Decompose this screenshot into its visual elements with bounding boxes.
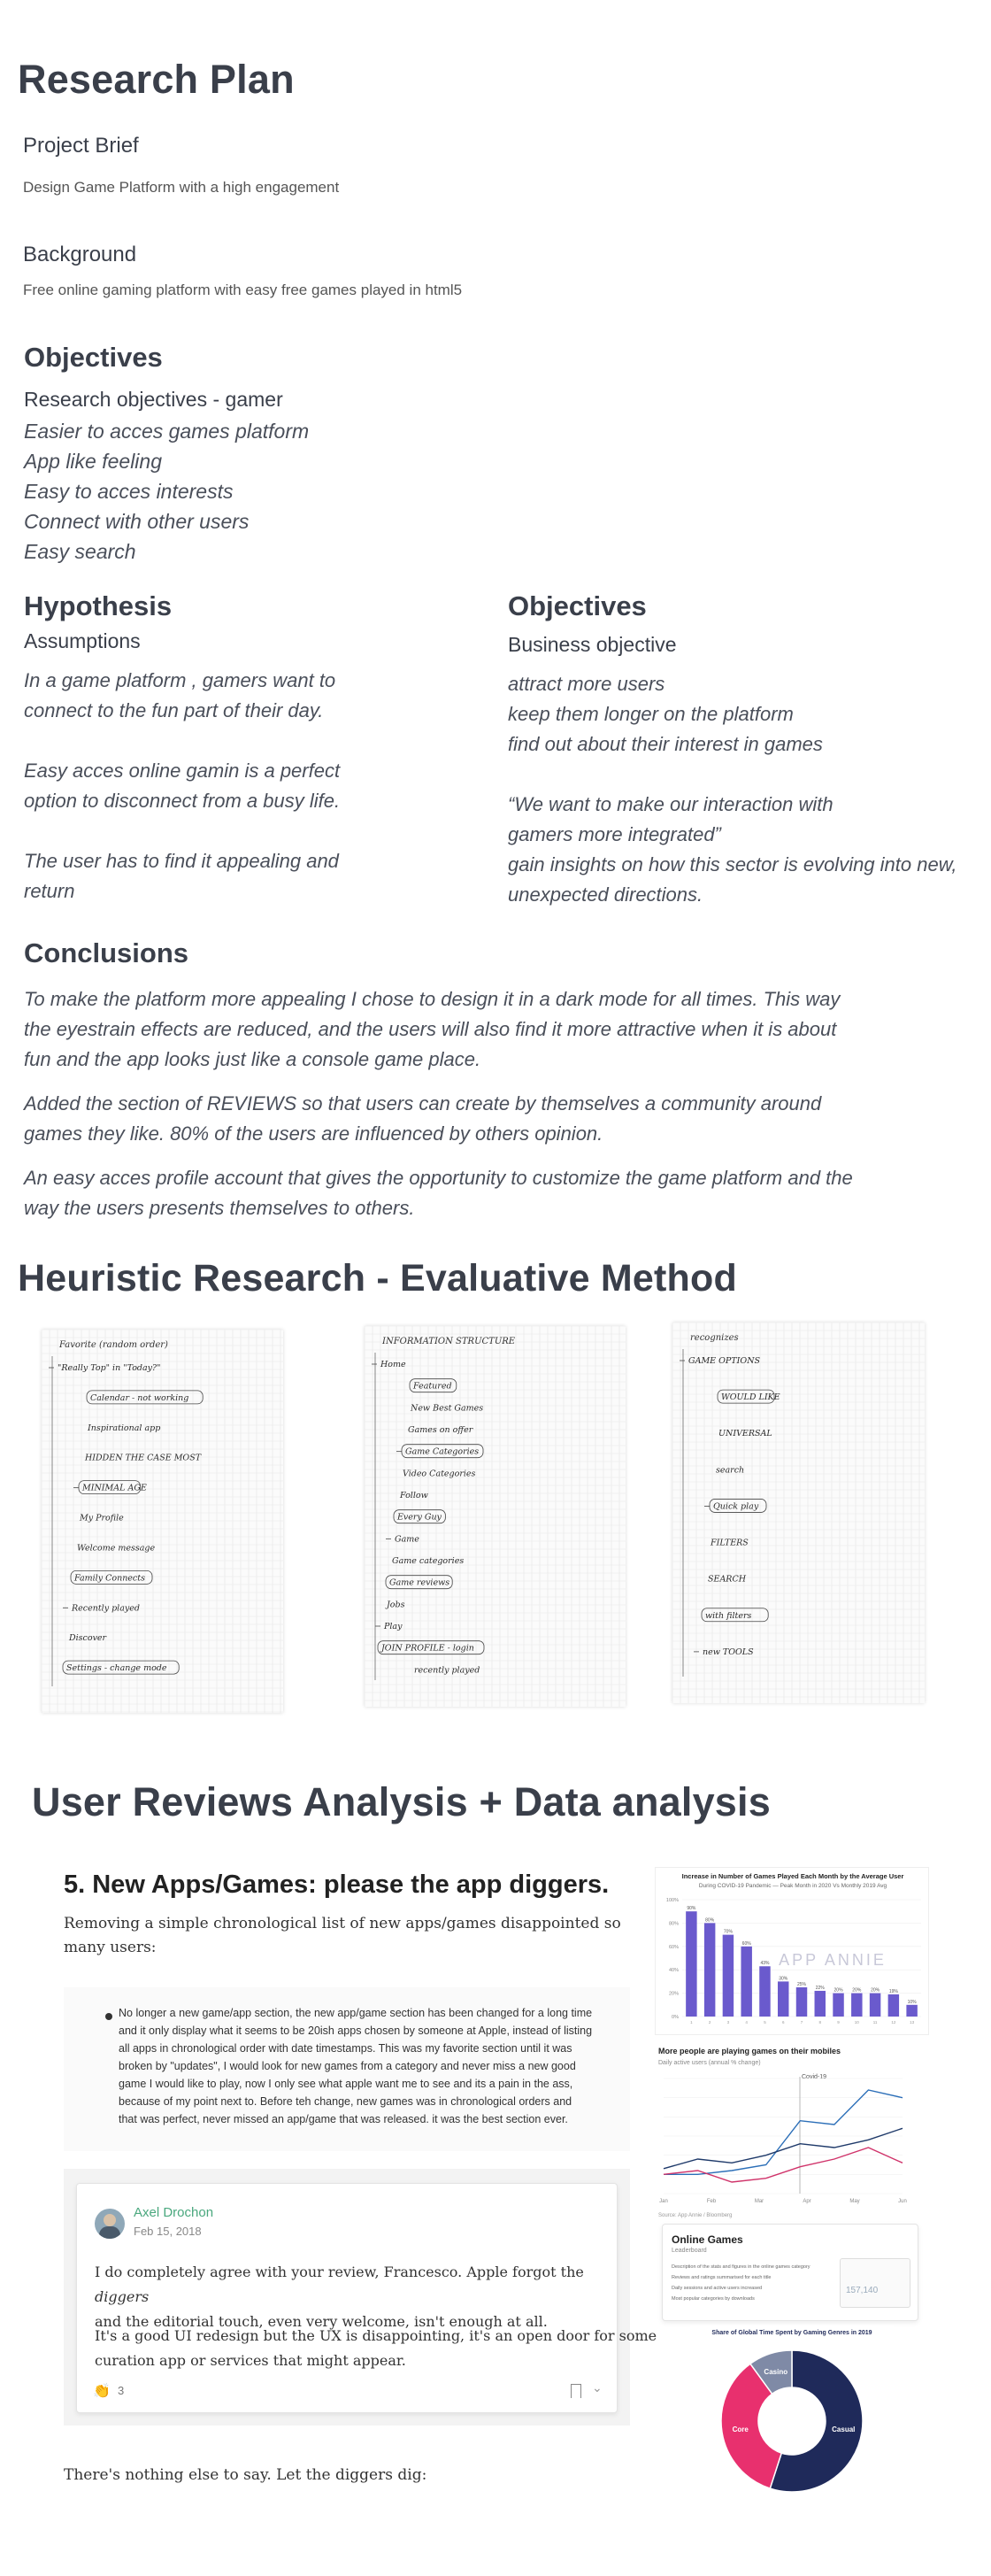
- spacer: [24, 726, 340, 756]
- y-tick-label: 40%: [668, 1968, 679, 1974]
- background-heading: Background: [23, 243, 137, 266]
- sketch-label: recognizes: [690, 1333, 739, 1343]
- y-tick-label: 20%: [668, 1991, 679, 1997]
- objective-item: App like feeling: [24, 450, 162, 473]
- quote-line: all apps in chronological order with date timestamps. This was my favorite section until it was: [119, 2042, 572, 2055]
- comment-paragraph-2: [95, 2324, 657, 2373]
- bar-value-label: 20%: [871, 1987, 880, 1994]
- online-games-row: Description of the stats and figures in the online games category: [672, 2264, 810, 2270]
- sketch-note: HIDDEN THE CASE MOST: [85, 1453, 202, 1463]
- quote-line: because of my point next to. Before teh change, new games was in chronological orders and: [119, 2095, 572, 2108]
- article-heading: 5. New Apps/Games: please the app diggers.: [64, 1870, 610, 1899]
- sketch-note: MINIMAL AGE: [82, 1483, 147, 1493]
- pie-slice-label: Casual: [832, 2426, 856, 2434]
- heuristic-title: Heuristic Research - Evaluative Method: [18, 1257, 737, 1300]
- sketch-note: Follow: [400, 1491, 428, 1500]
- sketch-note: Calendar - not working: [90, 1392, 189, 1403]
- sketch-note: "Really Top" in "Today?": [58, 1363, 161, 1373]
- comment-line: It's a good UI redesign but the UX is disappointing, it's an open door for some: [95, 2327, 657, 2344]
- business-objectives-heading: Objectives: [508, 590, 647, 621]
- sketch-label: INFORMATION STRUCTURE: [382, 1337, 516, 1346]
- bar: [888, 1994, 899, 2017]
- sketch-note: New Best Games: [411, 1403, 484, 1414]
- y-tick-label: 100%: [665, 1898, 679, 1903]
- x-tick-label: 11: [872, 2020, 878, 2025]
- bar: [723, 1935, 734, 2017]
- sketch-note: Game categories: [392, 1556, 465, 1566]
- bar: [778, 1981, 788, 2017]
- sketch-note: Recently played: [72, 1603, 140, 1614]
- x-tick-label: Apr: [803, 2199, 811, 2204]
- business-line: keep them longer on the platform: [508, 703, 794, 725]
- online-games-rows: [672, 2262, 831, 2304]
- sketch-note: Game reviews: [389, 1577, 450, 1588]
- pie-chart-title: Share of Global Time Spent by Gaming Genres in 2019: [711, 2330, 872, 2336]
- sketch-note: Jobs: [387, 1600, 405, 1610]
- conclusions-paragraph-1: [24, 984, 840, 1075]
- x-tick-label: 7: [800, 2020, 803, 2025]
- x-tick-label: 1: [690, 2020, 693, 2025]
- comment-emphasis: diggers: [95, 2288, 150, 2305]
- x-tick-label: 10: [854, 2020, 859, 2025]
- sketch-paper-1: [42, 1330, 283, 1713]
- bar-value-label: 20%: [852, 1987, 862, 1994]
- x-tick-label: 13: [910, 2020, 915, 2025]
- x-tick-label: Feb: [706, 2199, 717, 2204]
- quoted-review-text: [119, 2004, 592, 2128]
- bar-chart-watermark: APP ANNIE: [779, 1951, 887, 1969]
- sketch-note: Quick play: [713, 1501, 759, 1512]
- quote-line: and it only display what it seems to be 20ish apps chosen by someone at Apple, instead of listing: [119, 2025, 593, 2037]
- avatar-body: [99, 2226, 120, 2239]
- quote-line: that was perfect, never missed an app/game that was released. it was the best section ever.: [119, 2113, 568, 2125]
- sketch-drawing-3: [672, 1323, 925, 1703]
- bar: [833, 1994, 843, 2017]
- online-games-subtitle: Leaderboard: [672, 2248, 707, 2254]
- x-tick-label: May: [849, 2199, 860, 2204]
- line-chart-subtitle: Daily active users (annual % change): [658, 2060, 761, 2066]
- sketch-note: UNIVERSAL: [718, 1429, 772, 1439]
- x-tick-label: 4: [745, 2020, 748, 2025]
- online-games-title: Online Games: [672, 2233, 743, 2246]
- bar-value-label: 10%: [907, 1999, 917, 2005]
- pie-slice-label: Casino: [764, 2367, 788, 2376]
- spacer: [508, 760, 957, 790]
- comment-text: and the editorial touch, even very welcome, isn't enough at all.: [95, 2313, 548, 2330]
- y-tick-label: 80%: [668, 1921, 679, 1927]
- sketch-note: FILTERS: [711, 1538, 749, 1548]
- objective-item: Connect with other users: [24, 510, 250, 533]
- quote-line: No longer a new game/app section, the new app/game section has been changed for a long time: [119, 2007, 593, 2019]
- quote-line: game I would like to play, now I only see what apple want me to see and its a pain in the ass,: [119, 2078, 573, 2090]
- x-tick-label: 3: [726, 2020, 730, 2025]
- online-games-stat-value: 157,140: [846, 2286, 879, 2295]
- conclusion-line: the eyestrain effects are reduced, and the users will also find it more attractive when it is about: [24, 1018, 837, 1040]
- bar: [870, 1994, 880, 2017]
- genre-share-pie-chart: [690, 2325, 894, 2503]
- hypothesis-line: option to disconnect from a busy life.: [24, 790, 341, 812]
- sketch-note: JOIN PROFILE - login: [381, 1643, 474, 1654]
- x-tick-label: 12: [891, 2020, 896, 2025]
- objective-item: Easy to acces interests: [24, 480, 234, 503]
- chevron-down-icon[interactable]: ⌄: [592, 2380, 603, 2395]
- sketch-note: Family Connects: [74, 1573, 145, 1584]
- sketch-note: recently played: [414, 1665, 480, 1676]
- sketch-paper-3: [672, 1323, 925, 1703]
- bar-value-label: 43%: [760, 1961, 770, 1967]
- sketch-grid: [42, 1330, 283, 1713]
- hypothesis-line: connect to the fun part of their day.: [24, 699, 324, 721]
- objective-item: Easier to acces games platform: [24, 420, 310, 443]
- conclusion-line: To make the platform more appealing I chose to design it in a dark mode for all times. This way: [24, 988, 841, 1010]
- hypothesis-line: Easy acces online gamin is a perfect: [24, 760, 341, 782]
- games-played-bar-chart: [656, 1868, 930, 2036]
- line-chart-source: Source: App Annie / Bloomberg: [658, 2213, 733, 2218]
- business-line: find out about their interest in games: [508, 733, 823, 755]
- sketch-drawing-2: [365, 1326, 626, 1707]
- objective-item: Easy search: [24, 540, 136, 563]
- research-objectives-subheading: Research objectives - gamer: [24, 388, 283, 411]
- x-tick-label: 9: [837, 2020, 840, 2025]
- sketch-note: GAME OPTIONS: [688, 1356, 761, 1366]
- bar-value-label: 22%: [815, 1985, 825, 1991]
- online-games-row: Reviews and ratings summarised for each title: [672, 2275, 772, 2280]
- pie-slice-label: Core: [732, 2426, 749, 2434]
- conclusions-heading: Conclusions: [24, 937, 189, 968]
- x-tick-label: Jan: [659, 2199, 668, 2204]
- sketch-note: My Profile: [80, 1513, 124, 1523]
- bar: [851, 1994, 862, 2017]
- x-tick-label: 8: [818, 2020, 822, 2025]
- business-line: gain insights on how this sector is evolving into new,: [508, 853, 957, 875]
- bullet-dot: [105, 2013, 112, 2020]
- x-tick-label: Mar: [754, 2199, 764, 2204]
- clap-icon[interactable]: 👏: [93, 2384, 111, 2399]
- conclusions-paragraph-2: [24, 1089, 821, 1149]
- sketch-note: with filters: [705, 1610, 752, 1621]
- sketch-note: SEARCH: [708, 1574, 747, 1585]
- bookmark-icon[interactable]: [571, 2384, 581, 2398]
- bar: [686, 1911, 696, 2017]
- bar: [906, 2005, 917, 2017]
- bar-chart-title: Increase in Number of Games Played Each Month by the Average User: [681, 1872, 904, 1880]
- sketch-note: Home: [380, 1360, 406, 1369]
- sketch-note: WOULD LIKE: [721, 1392, 780, 1403]
- business-line: attract more users: [508, 673, 665, 695]
- sketch-note: Inspirational app: [88, 1423, 161, 1433]
- avatar[interactable]: [95, 2209, 125, 2239]
- business-line: “We want to make our interaction with: [508, 793, 834, 815]
- bar-chart-panel: [655, 1867, 929, 2035]
- pie-chart-panel: [690, 2325, 894, 2503]
- sketch-note: Every Guy: [397, 1512, 442, 1523]
- intro-line: many users:: [64, 1939, 157, 1956]
- bar: [741, 1947, 751, 2017]
- bar: [704, 1923, 715, 2017]
- conclusion-line: An easy acces profile account that gives the opportunity to customize the game platform and the: [24, 1167, 853, 1189]
- article-intro: [64, 1912, 621, 1960]
- hypothesis-text: [24, 666, 340, 906]
- x-tick-label: 2: [708, 2020, 711, 2025]
- donut-hole: [760, 2389, 824, 2453]
- series-line: [664, 2090, 903, 2174]
- y-tick-label: 60%: [668, 1944, 679, 1950]
- bar-value-label: 20%: [834, 1987, 843, 1994]
- online-games-row: Daily sessions and active users increased: [672, 2286, 763, 2291]
- avatar-face: [104, 2214, 116, 2226]
- sketch-note: Welcome message: [77, 1543, 156, 1554]
- bar-chart-subtitle: During COVID-19 Pandemic — Peak Month in 2020 Vs Monthly 2019 Avg: [698, 1883, 887, 1889]
- comment-date[interactable]: Feb 15, 2018: [134, 2225, 202, 2238]
- bar-value-label: 25%: [796, 1982, 807, 1987]
- comment-text: I do completely agree with your review, Francesco. Apple forgot the: [95, 2264, 584, 2280]
- sketch-note: Games on offer: [408, 1425, 473, 1435]
- comment-author[interactable]: Axel Drochon: [134, 2205, 214, 2220]
- objectives-list: [24, 416, 309, 567]
- business-line: gamers more integrated”: [508, 823, 721, 845]
- conclusion-line: way the users presents themselves to others.: [24, 1197, 415, 1219]
- sketch-label: Favorite (random order): [59, 1340, 168, 1350]
- online-games-row: Most popular categories by downloads: [672, 2296, 755, 2302]
- intro-line: Removing a simple chronological list of new apps/games disappointed so: [64, 1915, 621, 1932]
- sketch-note: Video Categories: [403, 1469, 476, 1479]
- bar: [796, 1987, 807, 2017]
- business-objectives-text: [508, 669, 957, 910]
- comment-card: [76, 2183, 657, 2413]
- sketch-note: search: [716, 1465, 745, 1476]
- bar: [815, 1991, 826, 2017]
- sketch-note: Game: [395, 1534, 419, 1545]
- hypothesis-line: In a game platform , gamers want to: [24, 669, 336, 691]
- x-tick-label: 5: [764, 2020, 766, 2025]
- assumptions-subheading: Assumptions: [24, 629, 141, 652]
- conclusion-line: fun and the app looks just like a console game place.: [24, 1048, 481, 1070]
- hypothesis-line: return: [24, 880, 75, 902]
- sketch-note: Featured: [413, 1381, 452, 1392]
- hypothesis-heading: Hypothesis: [24, 590, 173, 621]
- bar-value-label: 30%: [779, 1976, 788, 1982]
- sketch-note: Settings - change mode: [66, 1663, 167, 1674]
- x-tick-label: Jun: [898, 2199, 907, 2204]
- spacer: [24, 816, 340, 846]
- sketch-note: Discover: [69, 1633, 107, 1644]
- line-chart-panel: [655, 2043, 929, 2220]
- sketch-paper-2: [365, 1326, 626, 1707]
- sketch-note: Play: [384, 1622, 403, 1631]
- page-title: Research Plan: [18, 57, 295, 102]
- reviews-title: User Reviews Analysis + Data analysis: [32, 1779, 771, 1824]
- project-brief-text: Design Game Platform with a high engagement: [23, 179, 340, 196]
- bar: [759, 1966, 770, 2017]
- business-objective-subheading: Business objective: [508, 633, 677, 656]
- bar-value-label: 19%: [888, 1988, 898, 1994]
- online-games-card: [662, 2224, 918, 2321]
- background-text: Free online gaming platform with easy free games played in html5: [23, 282, 463, 298]
- bar-value-label: 70%: [723, 1929, 733, 1935]
- sketch-grid: [672, 1323, 925, 1703]
- series-line: [664, 2148, 903, 2182]
- covid-annotation: Covid-19: [802, 2074, 827, 2080]
- quote-line: broken by "updates", I would look for new games from a category and never miss a new good: [119, 2060, 576, 2072]
- project-brief-heading: Project Brief: [23, 134, 139, 158]
- sketch-note: Game Categories: [405, 1446, 480, 1457]
- mobile-games-line-chart: [655, 2043, 929, 2220]
- bar-value-label: 60%: [741, 1940, 751, 1947]
- sketch-note: new TOOLS: [703, 1647, 754, 1657]
- objectives-heading: Objectives: [24, 342, 163, 373]
- hypothesis-line: The user has to find it appealing and: [24, 850, 339, 872]
- comment-line: curation app or services that might appear.: [95, 2352, 406, 2369]
- line-chart-title: More people are playing games on their mobiles: [658, 2047, 841, 2055]
- bar-value-label: 80%: [705, 1917, 715, 1924]
- closing-line: There's nothing else to say. Let the diggers dig:: [64, 2466, 427, 2484]
- business-line: unexpected directions.: [508, 883, 703, 906]
- x-tick-label: 6: [781, 2020, 785, 2025]
- conclusion-line: Added the section of REVIEWS so that users can create by themselves a community around: [24, 1092, 822, 1114]
- online-games-stat-box: [840, 2258, 910, 2308]
- bar-value-label: 90%: [687, 1906, 696, 1912]
- y-tick-label: 0%: [672, 2015, 679, 2020]
- sketch-drawing-1: [42, 1330, 283, 1713]
- conclusion-line: games they like. 80% of the users are influenced by others opinion.: [24, 1122, 603, 1145]
- conclusions-paragraph-3: [24, 1163, 853, 1223]
- clap-count: 3: [118, 2384, 125, 2397]
